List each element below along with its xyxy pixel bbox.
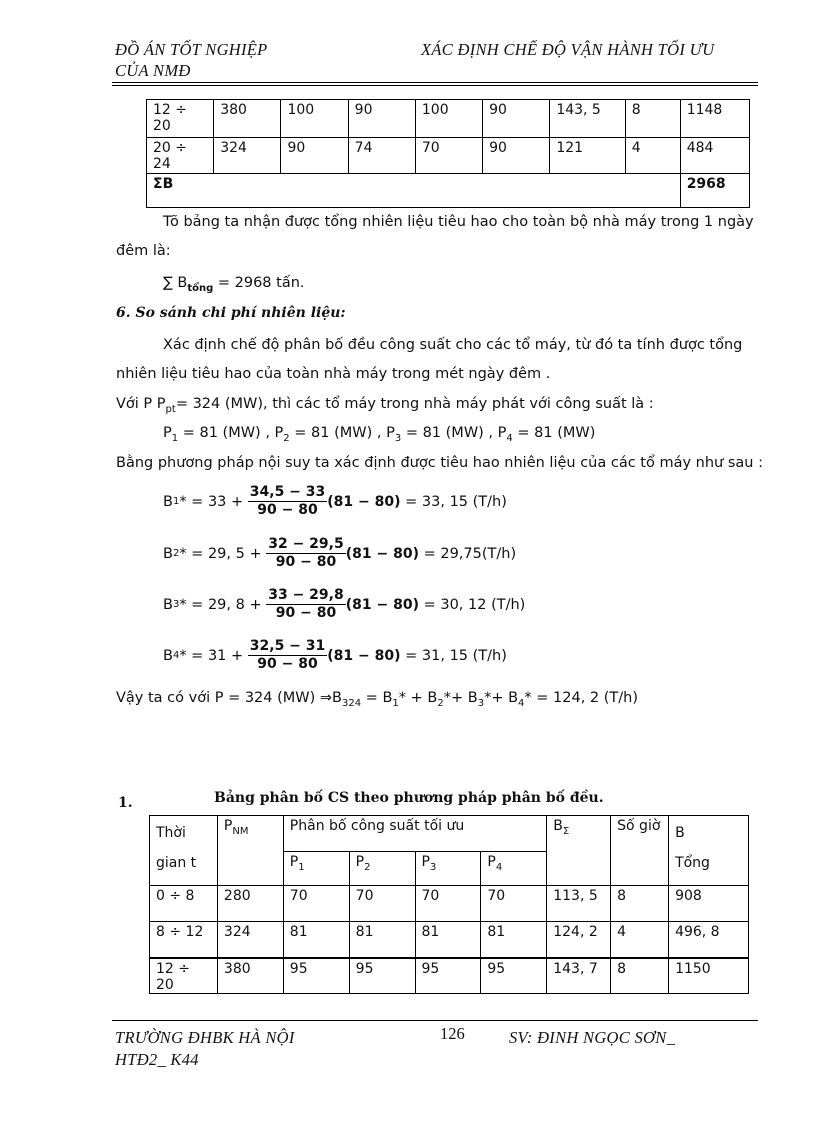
- equation-b1: B 1 * = 33 + $\frac{34,5 - 33}{90 - 80}$ (81 − 80) = 33, 15 (T/h): [163, 484, 507, 518]
- table2-title: Bảng phân bố CS theo phương pháp phân bố đều.: [214, 790, 604, 806]
- header-p2: $P_2$: [349, 852, 415, 886]
- para1-line1: Tõ bảng ta nhận được tổng nhiên liệu tiêu hao cho toàn bộ nhà máy trong 1 ngày: [163, 214, 754, 230]
- header-left-title: ĐỒ ÁN TỐT NGHIỆP: [115, 40, 268, 59]
- para3: Với P $P_{pt}= 324$ (MW), thì các tổ máy trong nhà máy phát với công suất là :: [116, 396, 654, 415]
- para2-line1: Xác định chế độ phân bố đều công suất cho các tổ máy, từ đó ta tính được tổng: [163, 337, 743, 353]
- para2-line2: nhiên liệu tiêu hao của toàn nhà máy trong mét ngày đêm .: [116, 366, 551, 382]
- section6-title: 6. So sánh chi phí nhiên liệu:: [116, 305, 346, 321]
- header-left-subtitle: CỦA NMĐ: [115, 61, 191, 80]
- header-pnm: $P_{NM}$: [217, 816, 283, 886]
- table-sum-row: [147, 174, 750, 208]
- item-number: 1.: [118, 795, 133, 811]
- footer-right-student: SV: ĐINH NGỌC SƠN_: [509, 1028, 676, 1047]
- footer-left-school: TRƯỜNG ĐHBK HÀ NỘI: [115, 1028, 295, 1047]
- header-p1: $P_1$: [283, 852, 349, 886]
- equation-b2: B 2 * = 29, 5 + $\frac{32 - 29,5}{90 - 80}$ (81 − 80) = 29,75(T/h): [163, 536, 517, 570]
- para4: Bằng phương pháp nội suy ta xác định được tiêu hao nhiên liệu của các tổ máy như sau :: [116, 455, 763, 471]
- sum-label: ΣB: [147, 174, 681, 208]
- conclusion: Vậy ta có với P = 324 (MW) $\Rightarrow B_{324} = B_1* + B_2*+ B_3*+ B_4* = 124$, 2 (T/h): [116, 690, 639, 709]
- unit-powers: $P_1 = 81$ (MW) , $P_2 = 81$ (MW) , $P_3 = 81$ (MW) , $P_4 = 81$ (MW): [163, 425, 596, 444]
- header-bsum: $B_\Sigma$: [547, 816, 611, 886]
- page-number: 126: [440, 1024, 465, 1043]
- table-row: 12 ÷ 20 380 95 95 95 95 143, 7 8 1150: [150, 958, 749, 994]
- table-row: 12 ÷ 20 380 100 90 100 90 143, 5 8 1148: [147, 100, 750, 138]
- header-p3: $P_3$: [415, 852, 481, 886]
- footer-left-class: HTĐ2_ K44: [115, 1050, 199, 1069]
- header-btotal: B Tổng: [669, 816, 749, 886]
- uniform-distribution-table: [149, 815, 749, 994]
- table-row: 8 ÷ 12 324 81 81 81 81 124, 2 4 496, 8: [150, 922, 749, 958]
- fuel-table-continued: [146, 99, 750, 208]
- table-header-row: [150, 816, 749, 852]
- header-rule-2: [112, 85, 758, 86]
- total-fuel: ∑ $B_{tổng} = 2968$ tấn.: [163, 275, 305, 294]
- header-p4: $P_4$: [481, 852, 547, 886]
- header-right-title: XÁC ĐỊNH CHẾ ĐỘ VẬN HÀNH TỐI ƯU: [421, 40, 715, 59]
- header-distribution: Phân bố công suất tối ưu: [283, 816, 546, 852]
- header-rule: [112, 82, 758, 83]
- header-time: Thời gian t: [150, 816, 218, 886]
- table-row: 0 ÷ 8 280 70 70 70 70 113, 5 8 908: [150, 886, 749, 922]
- sum-value: 2968: [680, 174, 749, 208]
- table-row: 20 ÷ 24 324 90 74 70 90 121 4 484: [147, 138, 750, 174]
- equation-b3: B 3 * = 29, 8 + $\frac{33 - 29,8}{90 - 80}$ (81 − 80) = 30, 12 (T/h): [163, 587, 526, 621]
- para1-line2: đêm là:: [116, 243, 171, 259]
- footer-rule: [112, 1020, 758, 1021]
- header-hours: Số giờ: [611, 816, 669, 886]
- equation-b4: B 4 * = 31 + $\frac{32,5 - 31}{90 - 80}$ (81 − 80) = 31, 15 (T/h): [163, 638, 507, 672]
